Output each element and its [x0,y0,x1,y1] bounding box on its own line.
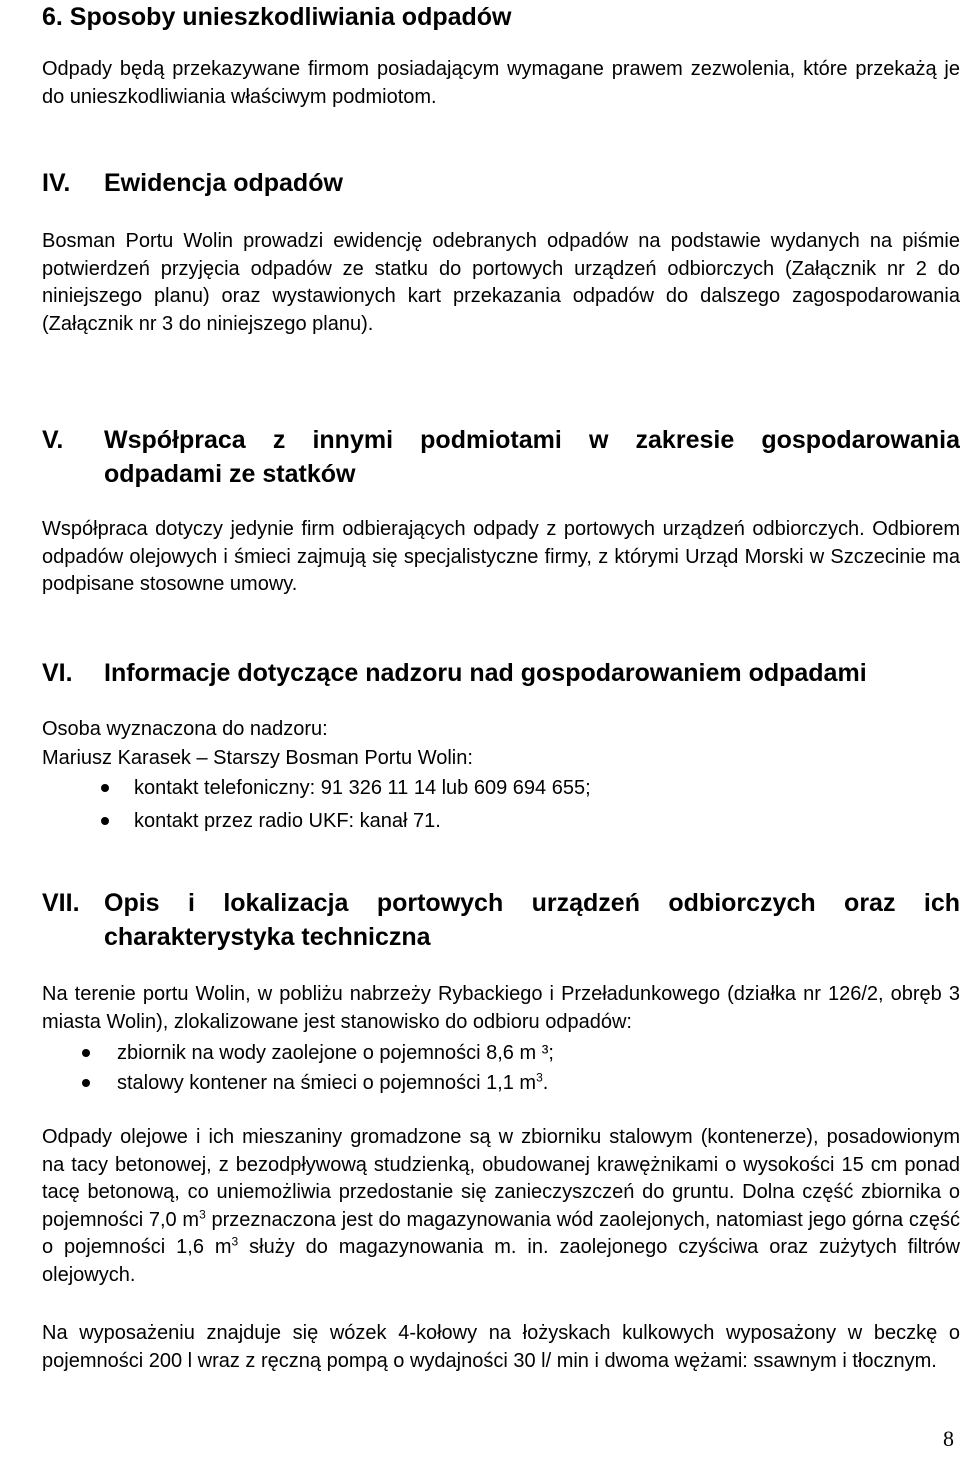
equipment-container-text: stalowy kontener na śmieci o pojemności 1,1 m [117,1072,537,1094]
superscript: 3 [536,1070,543,1085]
section-6b-title: Informacje dotyczące nadzoru nad gospodarowaniem odpadami [104,659,867,687]
equipment-container-end: . [542,1072,549,1094]
list-item [42,773,960,803]
equipment-list [42,1038,960,1098]
section-5-number: V. [42,426,64,454]
section-5-title: Współpraca z innymi podmiotami w zakresie gospodarowania odpadami ze statków [104,426,960,488]
equipment-tank-unit: ³; [541,1042,554,1064]
supervisor-name: Mariusz Karasek – Starszy Bosman Portu Wolin: [42,747,473,769]
list-item [42,1038,960,1068]
section-6-heading [42,0,960,34]
bullet-icon [82,1079,90,1087]
contact-phone: kontakt telefoniczny: 91 326 11 14 lub 609 694 655; [134,777,591,799]
section-7-paragraph-2: Na wyposażeniu znajduje się wózek 4-kołowy na łożyskach kulkowych wyposażony w beczkę o pojemności 200 l wraz z ręczną pompą o wydajności 30 l/ min i dwoma wężami: ssawnym i tłocznym. [42,1322,960,1372]
page-number: 8 [943,1426,954,1451]
section-7-paragraph-1 [42,1124,960,1290]
bullet-icon [101,817,109,825]
superscript: 3 [231,1234,239,1249]
section-6-text: Odpady będą przekazywane firmom posiadającym wymagane prawem zezwolenia, które przekażą je do unieszkodliwiania właściwym podmiotom. [42,58,960,108]
equipment-tank [117,1038,554,1068]
section-7-number: VII. [42,889,80,917]
section-4-heading [42,166,960,200]
section-5-text: Współpraca dotyczy jedynie firm odbierających odpady z portowych urządzeń odbiorczych. Odbiorem odpadów olejowych i śmieci zajmują się specjalistyczne firmy, z którymi Urząd Morski w Szczecinie ma podpisane stosowne umowy. [42,518,960,596]
section-4-title: Ewidencja odpadów [104,169,343,197]
section-6b-heading [42,656,960,690]
paragraph-1-part-b: przeznaczona jest do magazynowania wód zaolejonych, natomiast jego górna część o pojemności 1,6 m [42,1208,960,1259]
list-item [42,806,960,836]
section-6-heading-text: 6. Sposoby unieszkodliwiania odpadów [42,3,512,31]
section-5-heading [42,423,960,491]
bullet-icon [82,1049,90,1057]
section-4-text: Bosman Portu Wolin prowadzi ewidencję odebranych odpadów na podstawie wydanych na piśmie potwierdzeń przyjęcia odpadów ze statku do portowych urządzeń odbiorczych (Załącznik nr 2 do niniejszego planu) oraz wystawionych kart przekazania odpadów do dalszego zagospodarowania (Załącznik nr 3 do niniejszego planu). [42,230,960,335]
section-7-intro: Na terenie portu Wolin, w pobliżu nabrzeży Rybackiego i Przeładunkowego (działka nr 126/2, obręb 3 miasta Wolin), zlokalizowane jest stanowisko do odbioru odpadów: [42,983,960,1033]
equipment-container [117,1068,548,1098]
equipment-tank-text: zbiornik na wody zaolejone o pojemności 8,6 m [117,1042,542,1064]
section-6b-number: VI. [42,659,73,687]
list-item [42,1068,960,1098]
contact-radio: kontakt przez radio UKF: kanał 71. [134,810,441,832]
supervisor-label: Osoba wyznaczona do nadzoru: [42,718,328,740]
section-7-title: Opis i lokalizacja portowych urządzeń odbiorczych oraz ich charakterystyka techniczna [104,889,960,951]
paragraph-1-part-c: służy do magazynowania m. in. zaolejonego czyściwa oraz zużytych filtrów olejowych. [42,1236,960,1286]
section-7-heading [42,886,960,954]
paragraph-1-part-a: Odpady olejowe i ich mieszaniny gromadzone są w zbiorniku stalowym (kontenerze), posadowionym na tacy betonowej, z bezodpływową studzienką, obudowanej krawężnikami o wysokości 15 cm ponad tacę betonową, co uniemożliwia przedostanie się zanieczyszczeń do gruntu. Dolna część zbiornika o pojemności 7,0 m [42,1126,960,1231]
bullet-icon [101,784,109,792]
superscript: 3 [199,1207,206,1222]
contact-list [42,773,960,836]
section-4-number: IV. [42,169,71,197]
